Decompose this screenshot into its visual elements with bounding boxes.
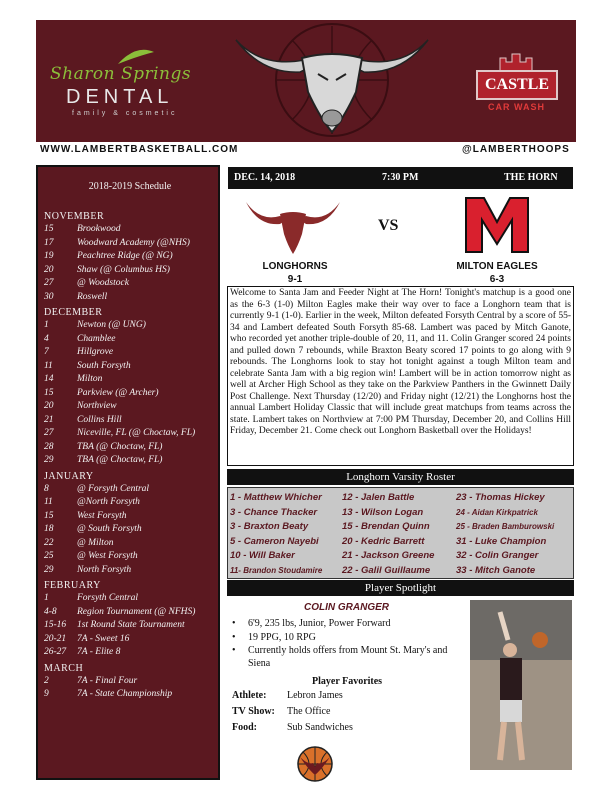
- roster-player: 15 - Brendan Quinn: [342, 521, 430, 532]
- spotlight-player-name: COLIN GRANGER: [304, 602, 389, 613]
- game-date: 19: [44, 251, 54, 261]
- game-preview-article: Welcome to Santa Jam and Feeder Night at The Horn! Tonight's matchup is a good one as the 6-3 (1-0) Milton Eagles make their way over to face a Longhorn team that is currently 9-1 (1-0). Earlier in the week, Milton defeated Forsyth Central by a score of 55-34 and Lambert defeated South Forsyth 85-68. Lambert was paced by Mitch Ganote, who recorded yet another triple-double of 20, 11, and 11. Colin Granger scored 24 points and pulled down 7 rebounds, while Braxton Beaty scored 17 points to go along with 9 rebounds. The Longhorns look to stay hot tonight against a tough Milton team and celebrate Santa Jam with a big region win! Lambert will be in action tomorrow night as well at Archer High School as they take on the Parkview Panthers in the Gwinnett Daily Post Challenge. Next Thursday (12/20) and Friday night (12/21) the Longhorns host the annual Lambert Holiday Classic that will include great matchups from teams across the state. Lambert takes on Northview at 7:00 PM Thursday, December 20, and Collins Hill Friday, December 21. Come check out Longhorn Basketball over the Holidays!: [227, 286, 574, 466]
- game-date: 15: [44, 387, 54, 398]
- schedule-game-row: [44, 250, 216, 264]
- roster-player: 13 - Wilson Logan: [342, 506, 424, 518]
- game-date: 2: [44, 675, 49, 686]
- schedule-game-row: [44, 414, 216, 428]
- game-opponent: 1st Round State Tournament: [77, 620, 185, 630]
- spotlight-bullet: [232, 645, 472, 670]
- schedule-game-row: [44, 400, 216, 414]
- home-team-name: LONGHORNS: [262, 261, 328, 272]
- game-date: 17: [44, 237, 54, 248]
- schedule-game-row: [44, 319, 216, 333]
- schedule-game-row: [44, 606, 216, 620]
- game-opponent: @ Woodstock: [77, 278, 129, 288]
- schedule-game-row: [44, 483, 216, 497]
- game-date: 20: [44, 401, 54, 411]
- game-date: 21: [44, 414, 54, 425]
- game-date: 22: [44, 537, 54, 548]
- game-opponent: 7A - Final Four: [77, 675, 138, 686]
- game-date: 29: [44, 455, 54, 465]
- schedule-game-row: [44, 675, 216, 689]
- game-date: 30: [44, 291, 54, 302]
- schedule-game-row: [44, 441, 216, 455]
- sponsor-script: Sharon Springs: [50, 64, 192, 84]
- game-opponent: North Forsyth: [77, 564, 132, 575]
- game-date: 26-27: [44, 647, 67, 657]
- game-opponent: TBA (@ Choctaw, FL): [77, 441, 163, 452]
- schedule-month-heading: JANUARY: [44, 470, 94, 482]
- game-opponent: Parkview (@ Archer): [77, 387, 159, 398]
- game-opponent: Forsyth Central: [77, 593, 138, 603]
- favorite-row: [232, 690, 343, 701]
- sponsor-tagline: family & cosmetic: [72, 110, 178, 117]
- twitter-handle[interactable]: @LAMBERTHOOPS: [462, 144, 570, 155]
- roster-player: 31 - Luke Champion: [456, 535, 547, 547]
- game-opponent: 7A - State Championship: [77, 689, 173, 699]
- roster-player: 22 - Galil Guillaume: [342, 564, 431, 576]
- spotlight-bullet: [232, 632, 472, 645]
- schedule-game-row: [44, 619, 216, 633]
- game-date: 25: [44, 551, 54, 561]
- game-opponent: Peachtree Ridge (@ NG): [77, 251, 173, 261]
- game-date: 9: [44, 689, 49, 699]
- game-opponent: Roswell: [77, 291, 108, 302]
- game-opponent: Woodward Academy (@NHS): [77, 237, 190, 248]
- schedule-game-row: [44, 237, 216, 251]
- longhorn-skull-logo: [232, 22, 432, 140]
- schedule-game-row: [44, 223, 216, 237]
- roster-title: Longhorn Varsity Roster: [227, 469, 574, 485]
- schedule-game-row: [44, 427, 216, 441]
- game-opponent: Region Tournament (@ NFHS): [77, 606, 196, 617]
- schedule-month-heading: DECEMBER: [44, 307, 103, 318]
- game-date: DEC. 14, 2018: [234, 172, 296, 183]
- spotlight-bullet: [232, 618, 472, 631]
- sponsor-name: DENTAL: [66, 86, 174, 108]
- game-opponent: @ Milton: [77, 537, 114, 548]
- roster-player: 24 - Aidan Kirkpatrick: [456, 507, 538, 517]
- schedule-game-row: [44, 633, 216, 647]
- game-opponent: Northview: [77, 401, 117, 411]
- schedule-game-row: [44, 496, 216, 510]
- game-date: 27: [44, 278, 54, 288]
- player-photo: [470, 600, 572, 770]
- favorite-label: TV Show:: [232, 706, 275, 717]
- roster-player: 23 - Thomas Hickey: [456, 492, 545, 503]
- schedule-month-heading: FEBRUARY: [44, 580, 101, 591]
- schedule-panel: [36, 165, 220, 780]
- game-opponent: Shaw (@ Columbus HS): [77, 264, 170, 275]
- favorites-title: Player Favorites: [312, 676, 383, 687]
- game-date: 14: [44, 374, 54, 384]
- roster-player: 10 - Will Baker: [230, 550, 295, 561]
- game-opponent: 7A - Sweet 16: [77, 633, 130, 644]
- header-banner: [36, 20, 576, 142]
- favorite-value: The Office: [287, 706, 331, 717]
- sharon-springs-dental-logo: [46, 46, 216, 126]
- roster-table: [227, 487, 574, 579]
- roster-player: 5 - Cameron Nayebi: [230, 535, 319, 547]
- game-date: 1: [44, 593, 49, 603]
- schedule-month-heading: NOVEMBER: [44, 211, 105, 222]
- game-date: 15: [44, 510, 54, 521]
- roster-player: 1 - Matthew Whicher: [230, 492, 322, 503]
- castle-icon: [496, 52, 536, 72]
- game-time: 7:30 PM: [382, 172, 419, 183]
- schedule-title: 2018-2019 Schedule: [88, 181, 172, 192]
- bullet-icon: •: [232, 645, 236, 656]
- game-opponent: West Forsyth: [77, 510, 127, 521]
- favorite-label: Athlete:: [232, 690, 267, 701]
- bullet-text: 19 PPG, 10 RPG: [248, 631, 316, 643]
- favorite-value: Sub Sandwiches: [287, 722, 353, 733]
- schedule-game-row: [44, 264, 216, 278]
- game-opponent: @North Forsyth: [77, 497, 140, 507]
- versus-label: VS: [378, 217, 399, 234]
- roster-player: 3 - Chance Thacker: [230, 506, 318, 518]
- game-opponent: Chamblee: [77, 333, 116, 344]
- schedule-game-row: [44, 510, 216, 524]
- game-date: 20-21: [44, 633, 67, 644]
- sponsor-sub: CAR WASH: [488, 102, 545, 112]
- roster-player: 25 - Braden Bamburowski: [456, 522, 555, 531]
- game-opponent: 7A - Elite 8: [77, 647, 121, 657]
- schedule-game-row: [44, 592, 216, 606]
- schedule-game-row: [44, 387, 216, 401]
- game-opponent: South Forsyth: [77, 360, 131, 371]
- schedule-game-row: [44, 333, 216, 347]
- game-opponent: Newton (@ UNG): [77, 320, 146, 330]
- game-info-bar: [228, 167, 573, 189]
- game-opponent: @ South Forsyth: [77, 524, 142, 534]
- game-date: 15-16: [44, 620, 67, 630]
- spotlight-title: Player Spotlight: [227, 580, 574, 596]
- game-date: 28: [44, 441, 54, 452]
- away-team-record: 6-3: [489, 274, 505, 285]
- schedule-game-row: [44, 373, 216, 387]
- schedule-game-row: [44, 346, 216, 360]
- game-opponent: TBA (@ Choctaw, FL): [77, 455, 163, 465]
- game-date: 8: [44, 483, 49, 494]
- leaf-icon: [116, 46, 156, 66]
- game-date: 27: [44, 428, 54, 438]
- bullet-icon: •: [232, 631, 236, 643]
- bullet-text: 6'9, 235 lbs, Junior, Power Forward: [248, 618, 391, 629]
- schedule-game-row: [44, 646, 216, 660]
- bullet-icon: •: [232, 618, 236, 629]
- game-date: 4-8: [44, 606, 57, 617]
- game-opponent: Hillgrove: [77, 347, 114, 357]
- favorite-label: Food:: [232, 722, 257, 733]
- schedule-game-row: [44, 688, 216, 702]
- roster-player: 20 - Kedric Barrett: [342, 535, 425, 547]
- home-team-record: 9-1: [287, 274, 303, 285]
- schedule-game-row: [44, 360, 216, 374]
- game-date: 1: [44, 320, 49, 330]
- schedule-game-row: [44, 550, 216, 564]
- schedule-month-heading: MARCH: [44, 662, 84, 674]
- game-date: 15: [44, 224, 54, 234]
- basketball-longhorn-icon: [296, 745, 334, 783]
- schedule-list: [44, 211, 216, 702]
- game-date: 7: [44, 347, 49, 357]
- castle-car-wash-logo: [476, 52, 562, 130]
- schedule-game-row: [44, 537, 216, 551]
- roster-player: 3 - Braxton Beaty: [230, 521, 309, 532]
- longhorns-logo: [244, 194, 342, 256]
- roster-player: 33 - Mitch Ganote: [456, 564, 536, 576]
- favorite-value: Lebron James: [287, 690, 343, 701]
- away-team-name: MILTON EAGLES: [456, 261, 538, 272]
- game-opponent: Collins Hill: [77, 414, 122, 425]
- schedule-game-row: [44, 277, 216, 291]
- favorite-row: [232, 706, 330, 717]
- milton-eagles-logo: [462, 194, 532, 256]
- game-opponent: @ Forsyth Central: [77, 483, 150, 494]
- game-date: 11: [44, 360, 53, 371]
- spotlight-bullets: [232, 618, 472, 671]
- bullet-text: Currently holds offers from Mount St. Mary's and Siena: [248, 645, 448, 669]
- favorite-row: [232, 722, 353, 733]
- game-date: 20: [44, 264, 54, 275]
- game-opponent: Brookwood: [77, 224, 121, 234]
- roster-player: 12 - Jalen Battle: [342, 492, 415, 503]
- game-venue: THE HORN: [504, 172, 558, 183]
- game-date: 18: [44, 524, 54, 534]
- game-date: 4: [44, 333, 49, 344]
- game-opponent: Milton: [77, 374, 103, 384]
- roster-player: 21 - Jackson Greene: [342, 550, 435, 561]
- game-opponent: Niceville, FL (@ Choctaw, FL): [77, 428, 196, 438]
- game-date: 11: [44, 497, 53, 507]
- game-opponent: @ West Forsyth: [77, 551, 138, 561]
- website-link[interactable]: WWW.LAMBERTBASKETBALL.COM: [40, 144, 239, 155]
- schedule-game-row: [44, 291, 216, 305]
- roster-player: 11- Brandon Stoudamire: [230, 565, 323, 575]
- sponsor-name: CASTLE: [476, 70, 558, 100]
- roster-player: 32 - Colin Granger: [456, 550, 539, 561]
- schedule-game-row: [44, 454, 216, 468]
- schedule-game-row: [44, 564, 216, 578]
- schedule-game-row: [44, 523, 216, 537]
- game-date: 29: [44, 564, 54, 575]
